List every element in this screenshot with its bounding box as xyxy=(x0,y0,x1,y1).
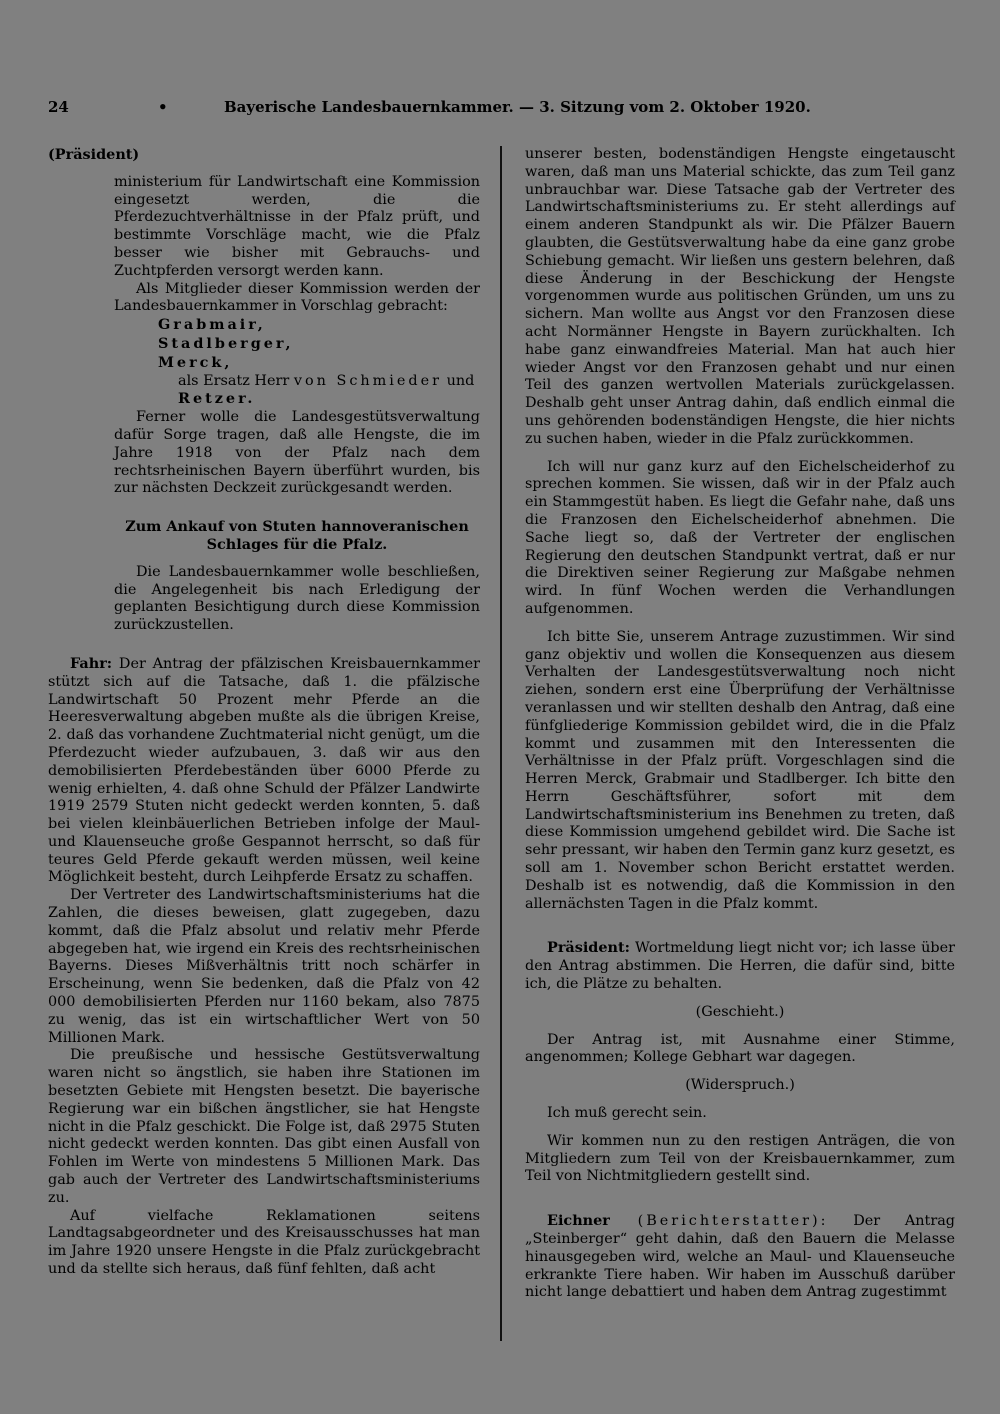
member-name: Merck, xyxy=(158,353,233,371)
member-text: als Ersatz Herr xyxy=(178,372,294,389)
stage-note: (Geschieht.) xyxy=(695,1003,785,1020)
paragraph: unserer besten, bodenständigen Hengste eingetauscht waren, daß man uns Material schickte, das zum Teil ganz unbrauchbar war. Diese Tatsache gab der Vertreter des Landwirtschaftsministeriums zu. Er steht allerdings auf einem anderen Standpunkt als wir. Die Pfälzer Bauern glaubten, die Gestütsverwaltung habe da eine ganz grobe Schiebung gemacht. Wir ließen uns gestern belehren, daß diese Änderung in der Beschickung der Hengste vorgenommen wurde aus politischen Gründen, um uns zu sichern. Man wollte aus Angst vor den Franzosen diese acht Normänner Hengste in Bayern zurückhalten. Ich habe ganz einwandfreies Material. Man hat auch hier wieder Angst vor den Franzosen gehabt und nur einen Teil des ganzen wertvollen Materials zurückgelassen. Deshalb geht unser Antrag dahin, daß endlich einmal die uns gehörenden bodenständigen Hengste, die hier nichts zu suchen haben, wieder in die Pfalz zurückkommen. xyxy=(525,146,955,447)
paragraph: Als Mitglieder dieser Kommission werden der Landesbauernkammer in Vorschlag gebracht: xyxy=(114,280,480,315)
speech-text: Wortmeldung liegt nicht vor; ich lasse über den Antrag abstimmen. Die Herren, die dafür sind, bitte ich, die Plätze zu behalten. xyxy=(525,940,955,993)
speaker-fahr: Fahr: xyxy=(70,654,113,672)
header-dot: • xyxy=(158,98,168,116)
speech-text: Der Antrag der pfälzischen Kreisbauernkammer stützt sich auf die Tatsache, daß 1. die pfälzische Landwirtschaft 50 Prozent mehr Pferde an die Heeresverwaltung abgeben mußte als die übrigen Kreise, 2. daß das vorhandene Zuchtmaterial nicht genügt, um die Pferdezucht wieder aufzubauen, 3. daß wir aus den demobilisierten Pferdebeständen über 6000 Pferde zu wenig erhielten, 4. daß ohne Schuld der Pfälzer Landwirte 1919 2579 Stuten nicht gedeckt werden konnten, 5. daß bei vielen kleinbäuerlichen Betrieben infolge der Maul- und Klauenseuche große Gespannot herrscht, so daß für teures Geld Pferde gekauft werden müssen, weil keine Möglichkeit besteht, durch Leihpferde Ersatz zu schaffen. xyxy=(48,655,480,886)
right-column xyxy=(525,146,955,1396)
running-title: Bayerische Landesbauernkammer. — 3. Sitzung vom 2. Oktober 1920. xyxy=(224,98,811,116)
paragraph: Ich will nur ganz kurz auf den Eichelscheiderhof zu sprechen kommen. Sie wissen, daß wir in der Pfalz auch ein Stammgestüt haben. Es liegt die Gefahr nahe, daß uns die Franzosen den Eichelscheiderhof abnehmen. Die Sache liegt so, daß der Vertreter der englischen Regierung den deutschen Standpunkt vertrat, daß er nur die Direktiven seiner Regierung zur Maßgabe nehmen wird. In fünf Wochen werden die Verhandlungen aufgenommen. xyxy=(525,458,955,617)
paragraph: ministerium für Landwirtschaft eine Kommission eingesetzt werden, die die Pferdezuchtverhältnisse in der Pfalz prüft, und bestimmte Vorschläge macht, wie die Pfalz besser wie bisher mit Gebrauchs- und Zuchtpferden versorgt werden kann. xyxy=(114,173,480,279)
member-name: Grabmair, xyxy=(158,316,266,334)
speaker-eichner: Eichner xyxy=(547,1212,610,1230)
paragraph: Der Vertreter des Landwirtschaftsministeriums hat die Zahlen, die dieses beweisen, glatt zugegeben, dazu kommt, daß die Pfalz absolut und relativ mehr Pferde abgegeben hat, wie irgend ein Kreis des rechtsrheinischen Bayerns. Dieses Mißverhältnis tritt noch schärfer in Erscheinung, wenn Sie bedenken, daß die Pfalz von 42 000 demobilisierten Pferden nur 1160 bekam, also 7875 zu wenig, das ist ein wirtschaftlicher Wert von 50 Millionen Mark. xyxy=(48,887,480,1046)
paragraph: Ferner wolle die Landesgestütsverwaltung dafür Sorge tragen, daß alle Hengste, die im Jahre 1918 von der Pfalz nach dem rechtsrheinischen Bayern überführt wurden, bis zur nächsten Deckzeit zurückgesandt werden. xyxy=(114,409,480,497)
member-name: von Schmieder xyxy=(293,372,443,389)
paragraph xyxy=(48,655,480,887)
paragraph: Ich muß gerecht sein. xyxy=(547,1105,707,1122)
left-column xyxy=(48,146,480,1386)
member-name: Retzer. xyxy=(178,390,256,408)
paragraph: Die preußische und hessische Gestütsverwaltung waren nicht so ängstlich, sie haben ihre Stationen im besetzten Gebiete mit Hengsten besetzt. Die bayerische Regierung war ein bißchen ängstlicher, sie hat Hengste nicht in die Pfalz geschickt. Die Folge ist, daß 2975 Stuten nicht gedeckt werden konnten. Das gibt einen Ausfall von Fohlen im Werte von mindestens 5 Millionen Mark. Das gab auch der Vertreter des Landwirtschaftsministeriums zu. xyxy=(48,1047,480,1206)
paragraph: Der Antrag ist, mit Ausnahme einer Stimme, angenommen; Kollege Gebhart war dagegen. xyxy=(525,1031,955,1066)
paragraph: Auf vielfache Reklamationen seitens Landtagsabgeordneter und des Kreisausschusses hat man im Jahre 1920 unsere Hengste in die Pfalz zurückgebracht und da stellte sich heraus, daß fünf fehlten, daß acht xyxy=(48,1207,480,1278)
paragraph xyxy=(525,939,955,993)
section-heading: Zum Ankauf von Stuten hannoveranischen Schlages für die Pfalz. xyxy=(125,518,469,553)
paragraph xyxy=(525,1212,955,1302)
speaker-role: (Berichterstatter): xyxy=(609,1213,829,1230)
paragraph: Ich bitte Sie, unserem Antrage zuzustimmen. Wir sind ganz objektiv und wollen die Konsequenzen aus diesem Verhalten der Landesgestütsverwaltung noch nicht ziehen, sondern erst eine Überprüfung der Verhältnisse veranlassen und wir stellten deshalb den Antrag, daß eine fünfgliederige Kommission gebildet wird, die in die Pfalz kommt und zusammen mit den Interessenten die Verhältnisse in der Pfalz prüft. Vorgeschlagen sind die Herren Merck, Grabmair und Stadlberger. Ich bitte den Herrn Geschäftsführer, sofort mit dem Landwirtschaftsministerium ins Benehmen zu treten, daß diese Kommission umgehend gebildet wird. Die Sache ist sehr pressant, wir haben den Termin ganz kurz gesetzt, es soll am 1. November schon Bericht erstattet werden. Deshalb ist es notwendig, daß die Kommission in den allernächsten Tagen in die Pfalz kommt. xyxy=(525,628,955,912)
speaker-label-praesident: (Präsident) xyxy=(48,146,140,163)
page-header xyxy=(48,98,811,124)
member-name: Stadlberger, xyxy=(158,334,294,352)
paragraph: Wir kommen nun zu den restigen Anträgen, die von Mitgliedern zum Teil von der Kreisbauernkammer, zum Teil von Nichtmitgliedern gestellt sind. xyxy=(525,1132,955,1185)
page-number: 24 xyxy=(48,98,69,116)
column-divider xyxy=(500,146,502,1341)
speaker-praesident: Präsident: xyxy=(547,939,630,957)
member-text: und xyxy=(442,372,475,389)
stage-note: (Widerspruch.) xyxy=(685,1077,795,1094)
paragraph: Die Landesbauernkammer wolle beschließen, die Angelegenheit bis nach Erledigung der geplanten Besichtigung durch diese Kommission zurückzustellen. xyxy=(114,563,480,634)
speech-text: Der Antrag „Steinberger“ geht dahin, daß den Bauern die Melasse hinausgegeben wird, welche an Maul- und Klauenseuche erkrankte Tiere haben. Wir haben im Ausschuß darüber nicht lange debattiert und haben dem Antrag zugestimmt xyxy=(525,1213,955,1301)
